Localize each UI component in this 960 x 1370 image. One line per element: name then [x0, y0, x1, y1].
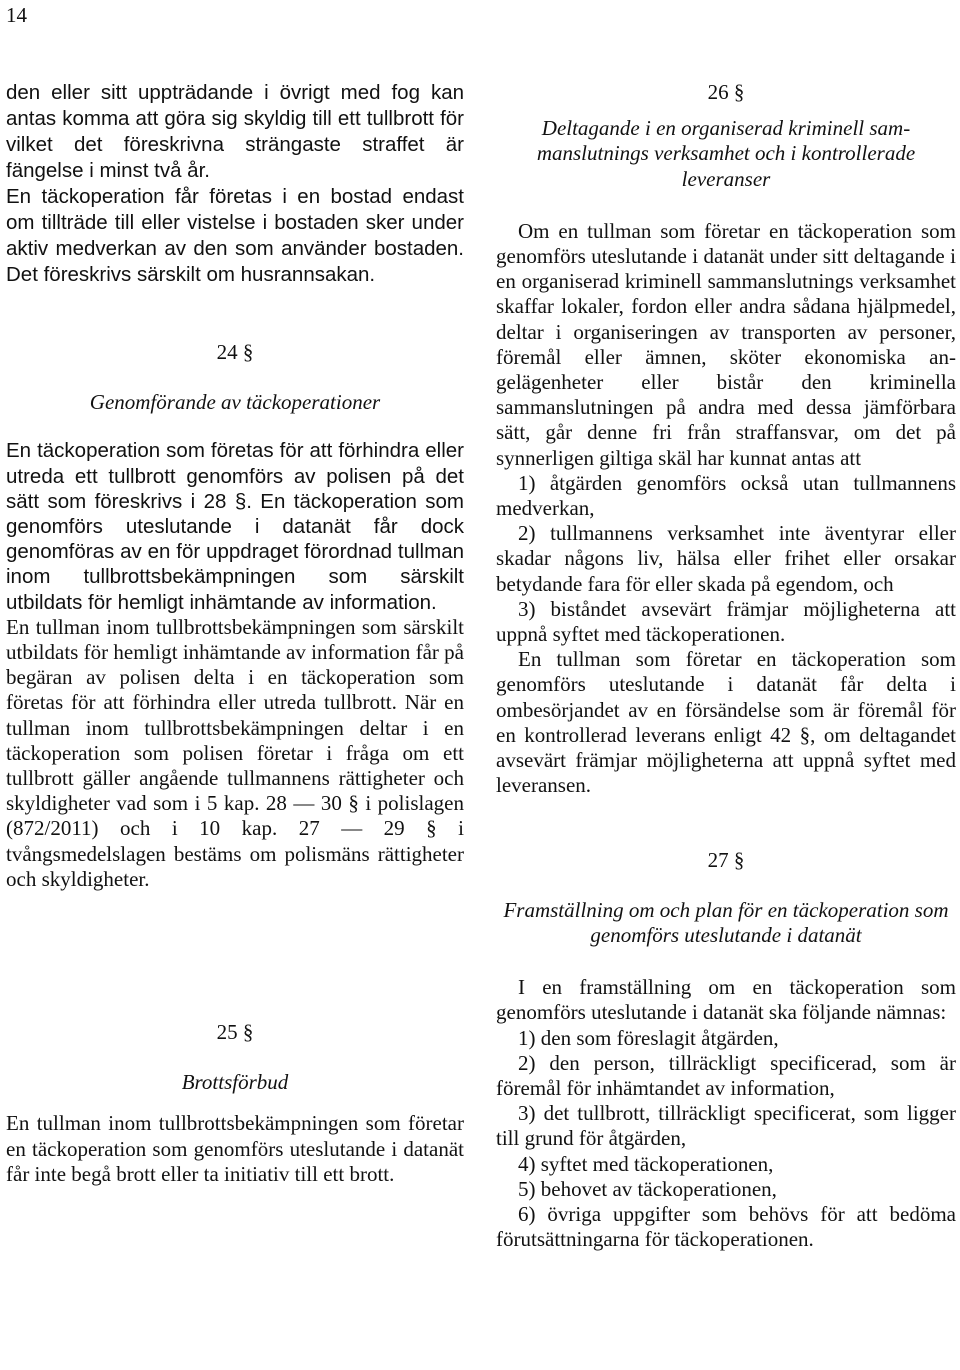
section-27-item-2: 2) den person, tillräckligt specificerad, som är föremål för inhämtandet av information, [496, 1050, 956, 1100]
section-25-number: 25 § [216, 1020, 254, 1045]
section-24-number: 24 § [216, 340, 254, 364]
section-27-title: Framställning om och plan för en täckoperation som genomförs uteslutande i datanät [503, 897, 949, 947]
section-26-number: 26 § [707, 80, 745, 104]
intro-paragraph-1: den eller sitt uppträdande i övrigt med fog kan antas komma att göra sig skyldig till ett tullbrott för vilket det föreskrivna strängaste straffet är fängelse i minst två år. [6, 81, 464, 182]
section-25-title: Brottsförbud [181, 1070, 289, 1095]
page-number: 14 [6, 3, 27, 27]
intro-paragraph-2: En täckoperation får företas i en bostad endast om tillträde till eller vistelse i bostaden sker under aktiv medverkan av den som använder bostaden. Det föreskrivs särskilt om husrannsakan. [6, 185, 464, 286]
section-27-item-5: 5) behovet av täckoperationen, [518, 1176, 777, 1201]
section-26-title: Deltagande i en organiserad kriminell sammanslutnings verksamhet och i kontrollerade leveranser [536, 116, 916, 191]
section-27-number: 27 § [707, 848, 745, 873]
right-column [496, 80, 956, 1252]
section-27-item-1: 1) den som föreslagit åtgärden, [518, 1025, 779, 1050]
section-26-item-3: 3) biståndet avsevärt främjar möjligheterna att uppnå syftet med täckoperationen. [496, 596, 956, 647]
section-27-item-4: 4) syftet med täckoperationen, [518, 1151, 774, 1176]
section-26-item-2: 2) tullmannens verksamhet inte äventyrar eller skadar någons liv, hälsa eller frihet eller orsakar betydande fara för eller skada på egendom, och [496, 521, 956, 596]
section-26-paragraph-1: Om en tullman som företar en täckoperation som genomförs uteslutande i datanät under sitt deltagande i en organiserad kriminell sammanslutnings verksamhet skaffar lokaler, fordon eller andra sådana hjälpmedel, deltar i organiseringen av transporten av personer, föremål eller ämnen, sköter ekonomiska angelägenheter eller bistår den kriminella sammanslutningen på andra med dessa jämförbara sätt, går denne fri från straffansvar, om det på synnerligen giltiga skäl har kunnat antas att [496, 218, 956, 470]
section-26-item-1: 1) åtgärden genomförs också utan tullmannens medverkan, [496, 470, 956, 521]
section-24-title: Genomförande av täckoperationer [89, 390, 381, 415]
section-25-paragraph-1: En tullman inom tullbrottsbekämpningen som företar en täckoperation som genomförs uteslutande i datanät får inte begå brott eller ta initiativ till ett brott. [6, 1111, 464, 1186]
section-26-paragraph-2: En tullman som företar en täckoperation som genomförs uteslutande i datanät får delta i ombesörjandet av en försändelse som är föremål för en kontrollerad leverans enligt 42 §, om deltagandet avsevärt främjar möjligheterna att uppnå syftet med leveransen. [496, 647, 956, 798]
left-column [6, 80, 464, 1187]
section-27-item-3: 3) det tullbrott, tillräckligt specificerat, som ligger till grund för åtgärden, [496, 1101, 956, 1151]
section-27-paragraph-1: I en framställning om en täckoperation som genomförs uteslutande i datanät ska följande nämnas: [496, 975, 956, 1025]
section-24-paragraph-1: En täckoperation som företas för att förhindra eller utreda ett tullbrott genomförs av polisen på det sätt som föreskrivs i 28 §. En täckoperation som genomförs uteslutande i datanät får dock genomföras av en för uppdraget förordnad tullman inom tullbrottsbekämpningen som särskilt utbildats för hemligt inhämtande av information. [6, 439, 464, 614]
section-24-paragraph-2: En tullman inom tullbrottsbekämpningen som särskilt utbildats för hemligt inhämtande av information får på begäran av polisen delta i en täckoperation som företas för att förhindra eller utreda tullbrott. När en tullman inom tullbrottsbekämpningen deltar i en täckoperation som polisen företar i fråga om ett tullbrott gäller angående tullmannens rättigheter och skyldigheter vad som i 5 kap. 28 — 30 § i polislagen (872/2011) och i 10 kap. 27 — 29 § i tvångsmedelslagen bestäms om polismäns rättigheter och skyldigheter. [6, 614, 464, 891]
section-27-item-6: 6) övriga uppgifter som behövs för att bedöma förutsättningarna för täckoperationen. [496, 1201, 956, 1252]
